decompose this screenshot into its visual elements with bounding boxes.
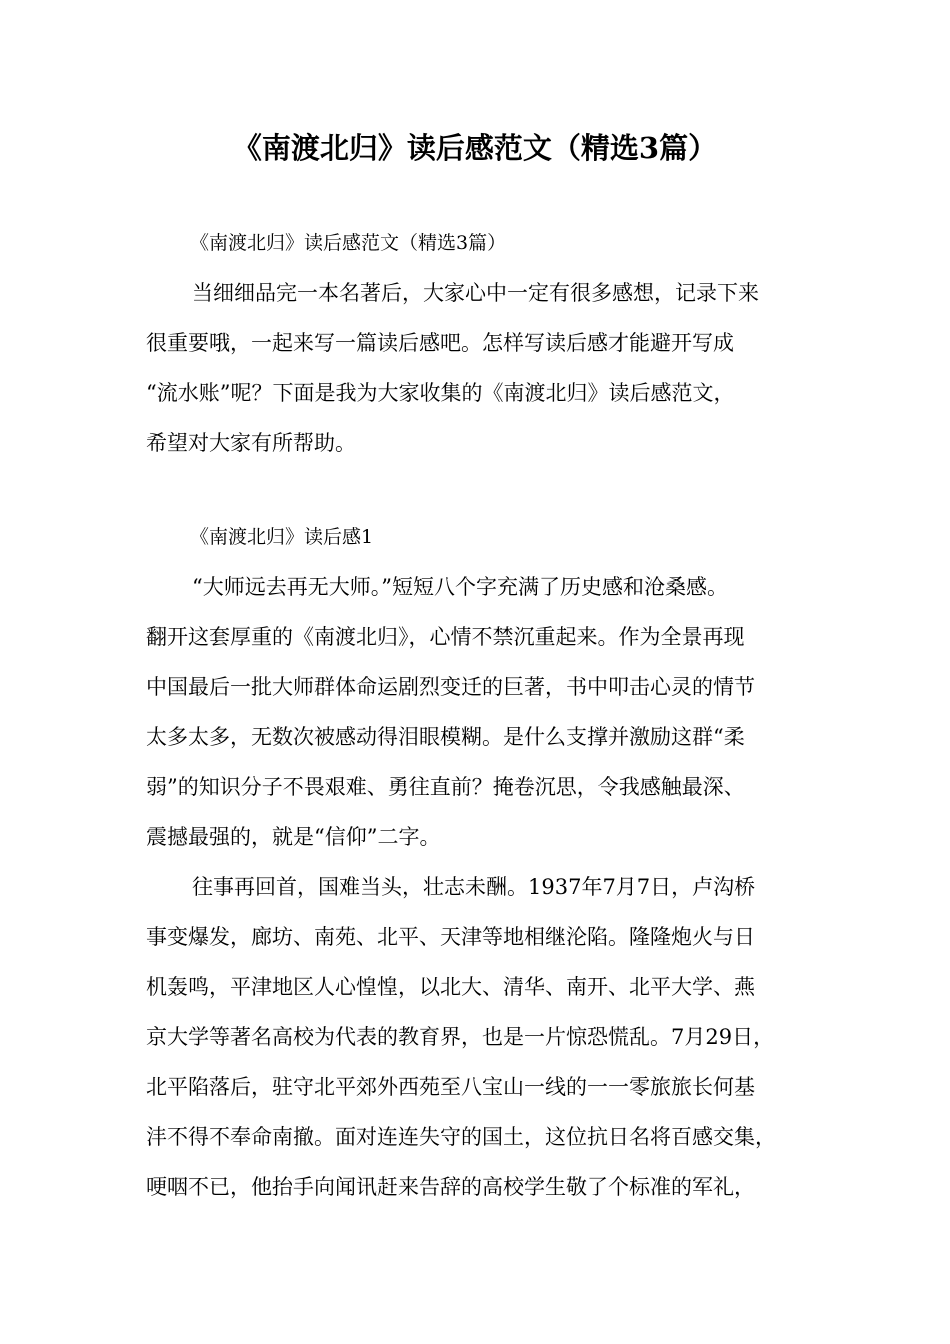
paragraph-line: 太多太多，无数次被感动得泪眼模糊。是什么支撑并激励这群“柔 [146,725,745,749]
paragraph-line: 翻开这套厚重的《南渡北归》，心情不禁沉重起来。作为全景再现 [146,625,745,649]
intro-line: 希望对大家有所帮助。 [146,431,356,455]
document-body [146,218,824,1212]
document-title: 《南渡北归》读后感范文（精选3篇） [232,131,718,165]
paragraph-line: 哽咽不已，他抬手向闻讯赶来告辞的高校学生敬了个标准的军礼， [146,1175,755,1199]
intro-line: “流水账”呢？下面是我为大家收集的《南渡北归》读后感范文， [146,381,735,405]
paragraph-line: 往事再回首，国难当头，壮志未酬。1937年7月7日，卢沟桥 [192,875,756,899]
paragraph-line: 事变爆发，廊坊、南苑、北平、天津等地相继沦陷。隆隆炮火与日 [146,925,755,949]
paragraph-2 [146,862,824,1212]
paragraph-line: 京大学等著名高校为代表的教育界，也是一片惊恐慌乱。7月29日， [146,1025,775,1049]
paragraph-gap [146,468,824,512]
paragraph-line: 北平陷落后，驻守北平郊外西苑至八宝山一线的一一零旅旅长何基 [146,1075,755,1099]
intro-line: 很重要哦，一起来写一篇读后感吧。怎样写读后感才能避开写成 [146,331,734,355]
intro-line: 当细细品完一本名著后，大家心中一定有很多感想，记录下来 [192,281,759,305]
paragraph-line: 中国最后一批大师群体命运剧烈变迁的巨著，书中叩击心灵的情节 [146,675,755,699]
document-subtitle: 《南渡北归》读后感范文（精选3篇） [190,232,507,254]
paragraph-line: “大师远去再无大师。”短短八个字充满了历史感和沧桑感。 [192,575,728,599]
paragraph-line: 震撼最强的，就是“信仰”二字。 [146,825,441,849]
paragraph-line: 弱”的知识分子不畏艰难、勇往直前？掩卷沉思，令我感触最深、 [146,775,745,799]
section-heading: 《南渡北归》读后感1 [190,526,374,548]
paragraph-line: 机轰鸣，平津地区人心惶惶，以北大、清华、南开、北平大学、燕 [146,975,755,999]
paragraph-line: 沣不得不奉命南撤。面对连连失守的国土，这位抗日名将百感交集， [146,1125,776,1149]
intro-paragraph [146,268,824,468]
paragraph-1 [146,562,824,862]
